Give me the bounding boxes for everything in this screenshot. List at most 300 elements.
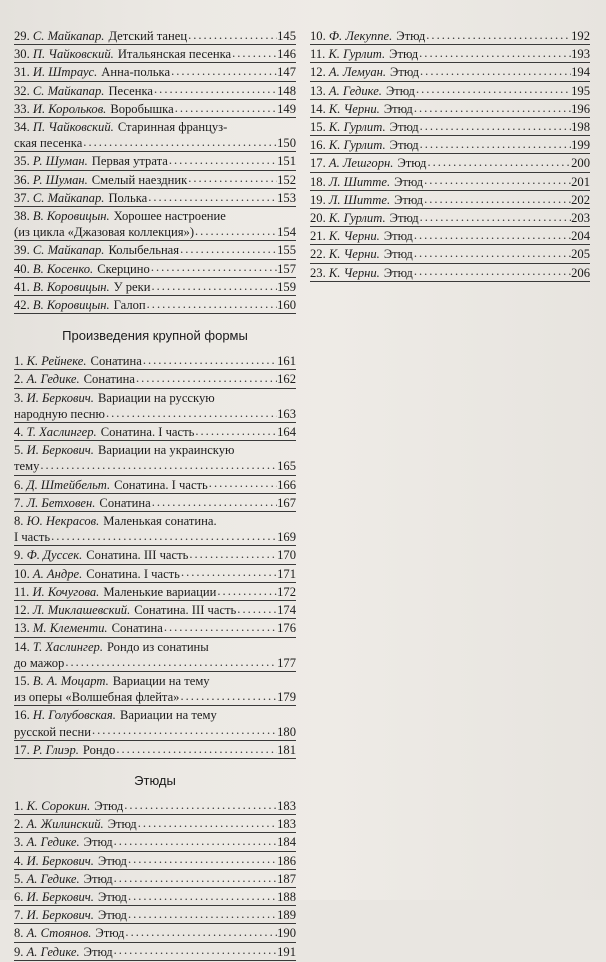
entry-title: Этюд <box>97 908 127 923</box>
entry-page-number: 162 <box>277 372 296 387</box>
toc-entry-line <box>14 584 296 600</box>
toc-entry-line <box>14 28 296 44</box>
entry-number: 42. <box>14 298 30 313</box>
toc-entry-line <box>310 192 590 208</box>
entry-page-number: 194 <box>571 65 590 80</box>
entry-title: Вариации на тему <box>119 708 217 723</box>
entry-number: 12. <box>14 603 30 618</box>
entry-composer: К. Черни. <box>328 265 380 280</box>
entry-page-number: 187 <box>277 871 296 886</box>
entry-page-number: 198 <box>571 120 590 135</box>
entry-composer: Ф. Лекуппе. <box>328 29 393 43</box>
toc-entry <box>310 46 590 63</box>
toc-entry <box>310 137 590 154</box>
entry-composer: П. Чайковский. <box>32 47 114 62</box>
entry-title: Этюд <box>389 211 419 226</box>
entry-number: 30. <box>14 47 30 62</box>
toc-entry-line <box>14 279 296 295</box>
entry-title: Первая утрата <box>91 154 168 169</box>
entry-composer: И. Беркович. <box>26 853 94 868</box>
dot-leader <box>419 210 571 222</box>
toc-entry <box>310 174 590 191</box>
entry-page-number: 154 <box>277 225 296 240</box>
dot-leader <box>423 174 571 186</box>
dot-leader <box>194 424 277 436</box>
entry-number: 39. <box>14 243 30 258</box>
entry-composer: Р. Шуман. <box>32 172 88 187</box>
toc-entry-line <box>310 101 590 117</box>
entry-number: 37. <box>14 190 30 205</box>
toc-entry-line <box>14 673 296 689</box>
dot-leader <box>231 46 277 58</box>
entry-number: 22. <box>310 247 326 262</box>
dot-leader <box>419 137 571 149</box>
dot-leader <box>127 907 277 919</box>
entry-title: Этюд <box>390 65 420 80</box>
entry-composer: И. Беркович. <box>26 889 94 904</box>
toc-entry-line <box>14 172 296 188</box>
entry-composer: К. Черни. <box>328 229 380 244</box>
entry-page-number: 150 <box>277 136 296 151</box>
entry-page-number: 152 <box>277 172 296 187</box>
entry-page-number: 171 <box>277 566 296 581</box>
entry-title: Этюд <box>95 926 125 941</box>
entry-page-number: 180 <box>277 724 296 739</box>
toc-entry <box>14 371 296 388</box>
entry-composer: Л. Шитте. <box>328 192 391 207</box>
entry-composer: Ю. Некрасов. <box>26 514 100 529</box>
entry-page-number: 160 <box>277 298 296 313</box>
toc-entry <box>14 242 296 259</box>
entry-page-number: 147 <box>277 65 296 80</box>
toc-entry <box>14 673 296 706</box>
toc-entry <box>14 297 296 314</box>
toc-entry-continuation <box>14 655 296 671</box>
entry-composer: К. Черни. <box>328 101 380 116</box>
entry-composer: И. Кочугова. <box>32 584 100 599</box>
dot-leader <box>418 46 571 58</box>
section-heading-large-form: Произведения крупной формы <box>62 328 248 344</box>
entry-composer: И. Корольков. <box>32 101 107 116</box>
entry-page-number: 155 <box>277 243 296 258</box>
entry-number: 6. <box>14 477 24 492</box>
entry-composer: И. Беркович. <box>26 443 94 458</box>
toc-entry <box>14 707 296 740</box>
entry-number: 19. <box>310 192 326 207</box>
entry-title: Этюд <box>383 247 413 262</box>
dot-leader <box>426 155 571 167</box>
entry-title: Сонатина. III часть <box>86 548 189 563</box>
dot-leader <box>168 153 277 165</box>
toc-entry-line <box>14 424 296 440</box>
toc-entry <box>14 190 296 207</box>
toc-entry <box>310 119 590 136</box>
entry-title-continued: (из цикла «Джазовая коллекция») <box>14 225 195 240</box>
entry-title: Этюд <box>389 47 419 62</box>
entry-page-number: 164 <box>277 425 296 440</box>
toc-entry-continuation <box>14 458 296 474</box>
entry-page-number: 146 <box>277 47 296 62</box>
entry-number: 34. <box>14 120 30 135</box>
toc-entry <box>14 28 296 45</box>
entry-title: Колыбельная <box>108 243 180 258</box>
toc-entry <box>14 477 296 494</box>
dot-leader <box>123 798 277 810</box>
entry-title: Этюд <box>94 798 124 813</box>
entry-title-continued: тему <box>14 459 40 474</box>
toc-entry-continuation <box>14 724 296 740</box>
dot-leader <box>105 406 277 418</box>
entry-number: 8. <box>14 514 24 529</box>
entry-title: Сонатина <box>111 621 163 636</box>
toc-entry-line <box>310 64 590 80</box>
entry-number: 11. <box>310 47 326 62</box>
entry-composer: К. Рейнеке. <box>26 354 87 369</box>
toc-entry <box>14 208 296 241</box>
entry-number: 16. <box>310 138 326 153</box>
entry-number: 10. <box>14 566 30 581</box>
toc-entry <box>14 119 296 152</box>
toc-entry <box>310 228 590 245</box>
entry-number: 15. <box>14 673 30 688</box>
entry-composer: А. Жилинский. <box>26 817 104 832</box>
entry-number: 29. <box>14 29 30 43</box>
entry-number: 21. <box>310 229 326 244</box>
entry-composer: Р. Глиэр. <box>32 742 79 757</box>
entry-title: Этюд <box>383 101 413 116</box>
toc-entry <box>14 620 296 637</box>
dot-leader <box>150 261 277 273</box>
toc-entry <box>310 64 590 81</box>
entry-number: 1. <box>14 354 24 369</box>
entry-number: 16. <box>14 708 30 723</box>
entry-number: 13. <box>310 83 326 98</box>
toc-entry-line <box>310 28 590 44</box>
entry-title: Этюд <box>383 229 413 244</box>
toc-entry-line <box>14 153 296 169</box>
toc-entry-line <box>14 495 296 511</box>
toc-entry-continuation <box>14 224 296 240</box>
entry-title: Сонатина <box>90 354 142 369</box>
toc-entry <box>14 495 296 512</box>
entry-title-continued: из оперы «Волшебная флейта» <box>14 690 180 705</box>
entry-page-number: 183 <box>277 798 296 813</box>
toc-entry-line <box>14 707 296 723</box>
toc-entry <box>14 602 296 619</box>
entry-page-number: 191 <box>277 944 296 959</box>
entry-page-number: 157 <box>277 261 296 276</box>
toc-entry-line <box>14 639 296 655</box>
toc-entry-continuation <box>14 406 296 422</box>
dot-leader <box>147 190 277 202</box>
dot-leader <box>180 566 277 578</box>
dot-leader <box>187 28 277 40</box>
dot-leader <box>194 224 277 236</box>
entry-page-number: 151 <box>277 154 296 169</box>
toc-entry-continuation <box>14 689 296 705</box>
entry-number: 3. <box>14 835 24 850</box>
entry-title: Галоп <box>113 298 146 313</box>
dot-leader <box>127 853 277 865</box>
toc-entry <box>14 547 296 564</box>
toc-entry <box>14 513 296 546</box>
entry-composer: М. Клементи. <box>32 621 108 636</box>
toc-entry <box>14 153 296 170</box>
toc-entry-line <box>14 602 296 618</box>
entry-composer: Д. Штейбельт. <box>26 477 111 492</box>
entry-title: Вариации на украинскую <box>97 443 235 458</box>
dot-leader <box>413 246 571 258</box>
dot-leader <box>187 172 277 184</box>
toc-entry-line <box>14 261 296 277</box>
entry-number: 9. <box>14 548 24 563</box>
entry-number: 7. <box>14 908 24 923</box>
toc-entry <box>14 871 296 888</box>
entry-title: Этюд <box>83 944 113 959</box>
dot-leader <box>151 495 277 507</box>
entry-page-number: 186 <box>277 853 296 868</box>
entry-title: Песенка <box>108 83 154 98</box>
entry-composer: К. Гурлит. <box>328 211 386 226</box>
entry-composer: А. Лешгорн. <box>328 156 394 171</box>
entry-title: Сонатина <box>83 372 135 387</box>
toc-entry-line <box>14 242 296 258</box>
toc-entry <box>14 101 296 118</box>
entry-page-number: 179 <box>277 690 296 705</box>
dot-leader <box>82 135 277 147</box>
entry-number: 7. <box>14 495 24 510</box>
entry-page-number: 181 <box>277 742 296 757</box>
toc-entry <box>310 28 590 45</box>
dot-leader <box>415 83 571 95</box>
toc-entry-line <box>14 871 296 887</box>
dot-leader <box>419 119 571 131</box>
entry-composer: С. Майкапар. <box>32 83 105 98</box>
toc-entry-line <box>310 210 590 226</box>
entry-number: 9. <box>14 944 24 959</box>
entry-number: 11. <box>14 584 30 599</box>
entry-title: Этюд <box>396 29 426 43</box>
entry-page-number: 172 <box>277 584 296 599</box>
dot-leader <box>188 547 277 559</box>
entry-page-number: 195 <box>571 83 590 98</box>
entry-page-number: 167 <box>277 495 296 510</box>
entry-composer: А. Гедике. <box>26 944 80 959</box>
entry-title: Итальянская песенка <box>117 47 232 62</box>
entry-number: 17. <box>310 156 326 171</box>
entry-page-number: 192 <box>571 29 590 43</box>
entry-page-number: 201 <box>571 174 590 189</box>
dot-leader <box>113 871 277 883</box>
toc-entry-line <box>14 390 296 406</box>
entry-page-number: 174 <box>277 603 296 618</box>
entry-composer: А. Гедике. <box>26 871 80 886</box>
toc-entry <box>14 907 296 924</box>
entry-composer: В. Косенко. <box>32 261 94 276</box>
entry-number: 36. <box>14 172 30 187</box>
entry-number: 3. <box>14 390 24 405</box>
entry-composer: С. Майкапар. <box>32 243 105 258</box>
dot-leader <box>153 83 277 95</box>
entry-composer: А. Гедике. <box>26 835 80 850</box>
entry-title: Хорошее настроение <box>113 209 226 224</box>
toc-entry-line <box>14 620 296 636</box>
toc-entry <box>14 566 296 583</box>
toc-entry <box>14 798 296 815</box>
entry-page-number: 190 <box>277 926 296 941</box>
dot-leader <box>135 371 277 383</box>
dot-leader <box>413 265 571 277</box>
entry-title: Сонатина. I часть <box>100 425 195 440</box>
entry-title: Этюд <box>385 83 415 98</box>
entry-title: Маленькая сонатина. <box>103 514 217 529</box>
entry-title: Анна-полька <box>101 65 171 80</box>
entry-page-number: 184 <box>277 835 296 850</box>
toc-right-column <box>310 28 590 283</box>
toc-entry-line <box>310 83 590 99</box>
entry-page-number: 153 <box>277 190 296 205</box>
entry-number: 14. <box>310 101 326 116</box>
entry-number: 33. <box>14 101 30 116</box>
dot-leader <box>163 620 277 632</box>
entry-page-number: 166 <box>277 477 296 492</box>
entry-title: Смелый наездник <box>91 172 188 187</box>
toc-entry <box>310 246 590 263</box>
entry-number: 40. <box>14 261 30 276</box>
toc-entry-line <box>14 925 296 941</box>
entry-composer: В. Коровицын. <box>32 298 110 313</box>
toc-entry <box>14 353 296 370</box>
dot-leader <box>179 242 277 254</box>
dot-leader <box>39 458 277 470</box>
toc-entry <box>14 834 296 851</box>
dot-leader <box>150 279 277 291</box>
entry-title: Вариации на русскую <box>97 390 215 405</box>
entry-number: 12. <box>310 65 326 80</box>
entry-page-number: 202 <box>571 192 590 207</box>
entry-title: Этюд <box>394 192 424 207</box>
dot-leader <box>216 584 277 596</box>
dot-leader <box>64 655 277 667</box>
entry-page-number: 205 <box>571 247 590 262</box>
toc-list-etudes-continued <box>310 28 590 282</box>
toc-entry <box>14 584 296 601</box>
bleed-through-text <box>330 300 580 600</box>
toc-entry-line <box>14 297 296 313</box>
entry-title-continued: ская песенка <box>14 136 83 151</box>
entry-composer: Ф. Дуссек. <box>26 548 83 563</box>
entry-number: 32. <box>14 83 30 98</box>
toc-entry <box>310 210 590 227</box>
entry-page-number: 188 <box>277 889 296 904</box>
entry-composer: А. Гедике. <box>328 83 382 98</box>
toc-entry <box>310 101 590 118</box>
dot-leader <box>208 477 277 489</box>
entry-number: 20. <box>310 211 326 226</box>
toc-entry-line <box>14 119 296 135</box>
dot-leader <box>174 101 277 113</box>
entry-title: Воробышка <box>110 101 174 116</box>
entry-number: 2. <box>14 817 24 832</box>
entry-number: 4. <box>14 425 24 440</box>
entry-page-number: 149 <box>277 101 296 116</box>
entry-page-number: 165 <box>277 459 296 474</box>
entry-page-number: 176 <box>277 621 296 636</box>
entry-number: 35. <box>14 154 30 169</box>
entry-composer: Л. Миклашевский. <box>32 603 131 618</box>
toc-entry <box>310 83 590 100</box>
toc-entry <box>14 442 296 475</box>
entry-page-number: 189 <box>277 908 296 923</box>
entry-number: 8. <box>14 926 24 941</box>
entry-composer: А. Андре. <box>32 566 83 581</box>
entry-page-number: 159 <box>277 279 296 294</box>
entry-composer: В. Коровицын. <box>32 209 110 224</box>
entry-title: Этюд <box>107 817 137 832</box>
entry-composer: В. Коровицын. <box>32 279 110 294</box>
entry-composer: Л. Шитте. <box>328 174 391 189</box>
entry-title-continued: I часть <box>14 530 51 545</box>
entry-number: 1. <box>14 798 24 813</box>
toc-entry-line <box>14 816 296 832</box>
toc-entry-line <box>14 353 296 369</box>
entry-page-number: 145 <box>277 29 296 43</box>
toc-entry <box>14 742 296 759</box>
toc-entry-line <box>310 265 590 281</box>
entry-composer: Т. Хаслингер. <box>32 639 103 654</box>
toc-entry-line <box>14 944 296 960</box>
entry-composer: К. Черни. <box>328 247 380 262</box>
entry-page-number: 183 <box>277 817 296 832</box>
toc-entry <box>14 261 296 278</box>
entry-number: 23. <box>310 265 326 280</box>
toc-entry-line <box>14 889 296 905</box>
toc-entry <box>14 64 296 81</box>
toc-entry-line <box>14 46 296 62</box>
entry-title: Скерцино <box>97 261 150 276</box>
dot-leader <box>423 192 571 204</box>
toc-entry <box>14 944 296 961</box>
entry-page-number: 199 <box>571 138 590 153</box>
toc-entry-line <box>14 907 296 923</box>
entry-composer: С. Майкапар. <box>32 190 105 205</box>
entry-number: 17. <box>14 742 30 757</box>
entry-title: Детский танец <box>108 29 188 43</box>
dot-leader <box>137 816 277 828</box>
entry-number: 31. <box>14 65 30 80</box>
dot-leader <box>419 64 571 76</box>
toc-entry-line <box>14 64 296 80</box>
toc-entry-line <box>14 101 296 117</box>
entry-title-continued: народную песню <box>14 406 105 421</box>
entry-composer: Л. Бетховен. <box>26 495 96 510</box>
entry-title: Этюд <box>97 889 127 904</box>
entry-composer: К. Гурлит. <box>328 138 386 153</box>
entry-composer: И. Беркович. <box>26 908 94 923</box>
toc-entry-line <box>310 246 590 262</box>
toc-entry-line <box>310 46 590 62</box>
toc-entry-line <box>14 83 296 99</box>
entry-title: Этюд <box>83 871 113 886</box>
toc-entry-continuation <box>14 529 296 545</box>
entry-page-number: 161 <box>277 354 296 369</box>
entry-composer: К. Сорокин. <box>26 798 91 813</box>
toc-left-column <box>14 28 296 962</box>
entry-composer: В. А. Моцарт. <box>32 673 109 688</box>
dot-leader <box>127 889 277 901</box>
entry-number: 10. <box>310 29 326 43</box>
entry-title: Этюд <box>83 835 113 850</box>
